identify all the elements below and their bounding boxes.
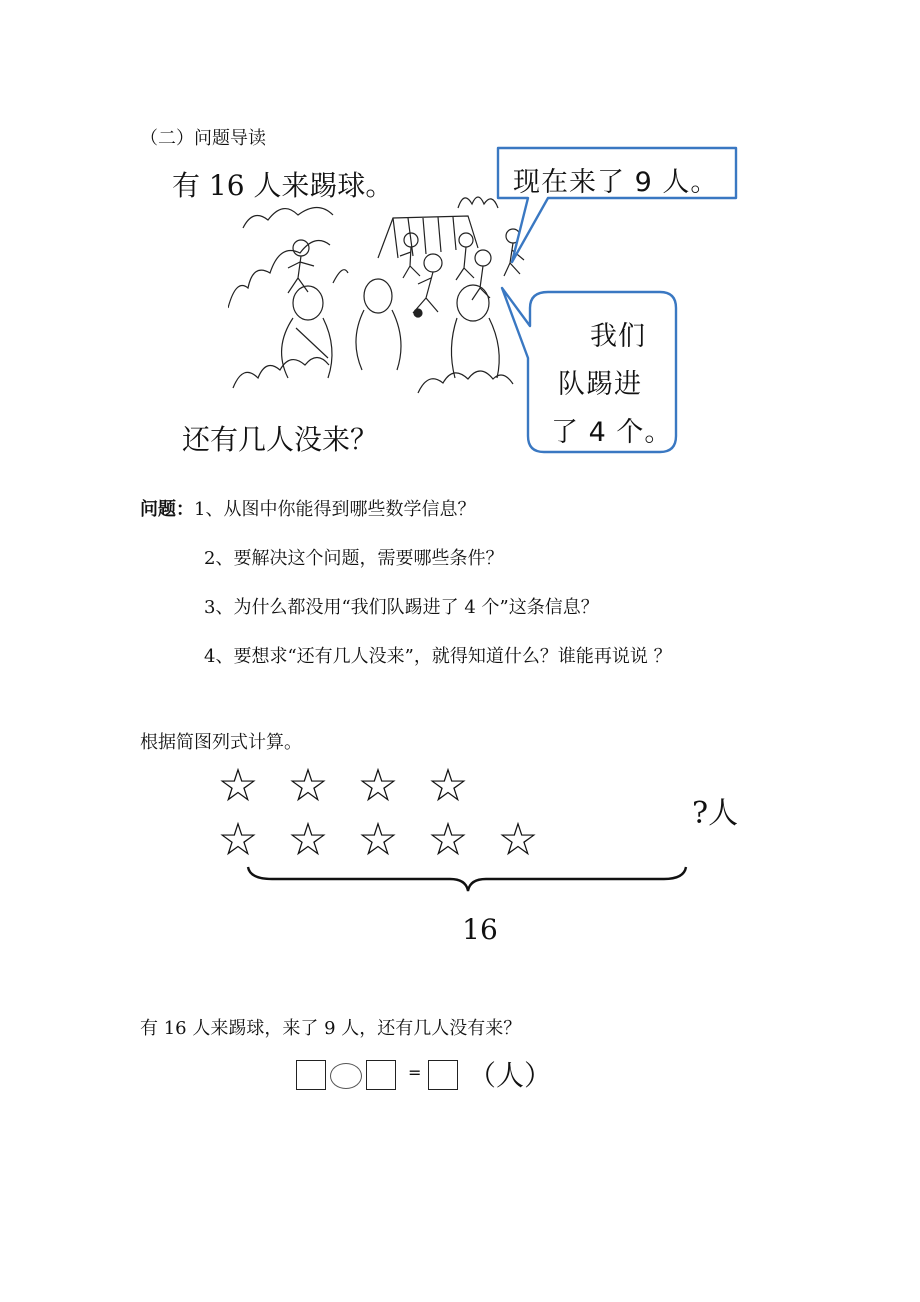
football-scene-illustration <box>228 188 528 398</box>
equals-sign: = <box>408 1063 422 1082</box>
answer-box-result[interactable] <box>428 1060 458 1090</box>
answer-box-1[interactable] <box>296 1060 326 1090</box>
bubble-2-line-1: 我们 <box>590 321 646 352</box>
question-3: 3、为什么都没用“我们队踢进了 4 个”这条信息？ <box>204 597 599 618</box>
star-icon: ☆ <box>357 812 399 866</box>
unknown-label: ?人 <box>692 796 739 831</box>
star-icon: ☆ <box>357 758 399 812</box>
bubble-2-line-2: 队踢进 <box>558 369 642 400</box>
scene-caption-top: 有 16 人来踢球。 <box>172 169 394 202</box>
scene-caption-bottom: 还有几人没来？ <box>182 423 379 456</box>
question-4: 4、要想求“还有几人没来”，就得知道什么？谁能再说说 ？ <box>204 646 672 667</box>
star-icon: ☆ <box>217 758 259 812</box>
question-list <box>140 485 672 681</box>
star-icon: ☆ <box>217 812 259 866</box>
section-title: （二）问题导读 <box>140 128 266 149</box>
operator-oval[interactable] <box>330 1063 362 1089</box>
stars-diagram <box>200 755 780 955</box>
star-icon: ☆ <box>427 812 469 866</box>
question-1: 问题：1、从图中你能得到哪些数学信息？ <box>140 499 476 520</box>
unit-label: （人） <box>468 1059 553 1092</box>
answer-box-2[interactable] <box>366 1060 396 1090</box>
total-brace <box>248 867 686 891</box>
question-2: 2、要解决这个问题，需要哪些条件？ <box>204 548 504 569</box>
diagram-title: 根据简图列式计算。 <box>140 732 302 753</box>
star-icon: ☆ <box>427 758 469 812</box>
bubble-2-line-3: 了 4 个。 <box>551 417 673 448</box>
star-icon: ☆ <box>497 812 539 866</box>
star-icon: ☆ <box>287 812 329 866</box>
problem-text: 有 16 人来踢球，来了 9 人，还有几人没有来？ <box>140 1018 522 1039</box>
bubble-1-text: 现在来了 9 人。 <box>513 167 719 198</box>
total-label: 16 <box>462 913 498 946</box>
star-icon: ☆ <box>287 758 329 812</box>
question-lead: 问题： <box>140 499 194 520</box>
